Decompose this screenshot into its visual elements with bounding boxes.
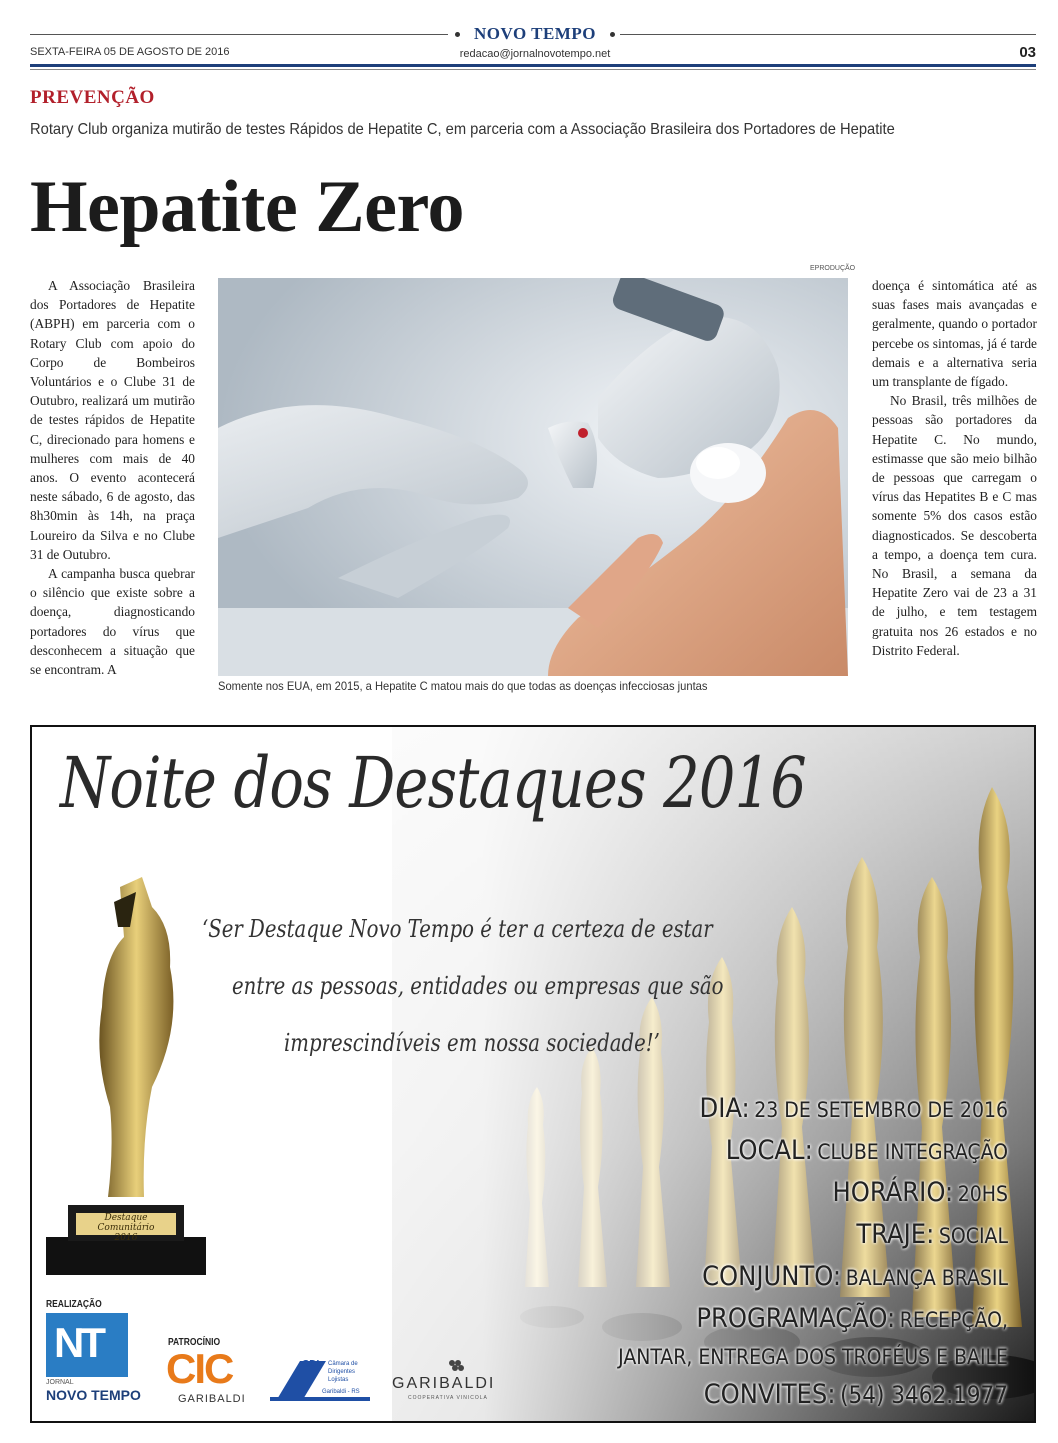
patrocinio-label: PATROCÍNIO [168, 1337, 221, 1348]
article-subhead: Rotary Club organiza mutirão de testes Rápidos de Hepatite C, em parceria com a Associação Brasileira dos Portadores de Hepatite [30, 121, 895, 138]
detail-label: PROGRAMAÇÃO: [696, 1303, 896, 1334]
page-number: 03 [1019, 44, 1036, 61]
issue-date: SEXTA-FEIRA 05 DE AGOSTO DE 2016 [30, 46, 230, 58]
article-paragraph: No Brasil, três milhões de pessoas são portadores da Hepatite C. No mundo, estimasse que são meio bilhão de pessoas que carregam o vírus das Hepatites B e C mas somente 5% dos casos estão diagnosticados. Se descoberta a tempo, a doença tem cura. No Brasil, a semana da Hepatite Zero vai de 23 a 31 de julho, e tem testagem gratuita nos 26 estados e no Distrito Federal. [872, 393, 1037, 658]
garibaldi-logo-sub: COOPERATIVA VINICOLA [408, 1395, 488, 1401]
masthead: NOVO TEMPO [474, 24, 596, 43]
cdl-logo-city: Garibaldi - RS [322, 1389, 360, 1395]
header-thin-rule [30, 69, 1036, 70]
photo-credit: EPRODUÇÃO [810, 265, 856, 272]
contact-email[interactable]: redacao@jornalnovotempo.net [459, 48, 611, 60]
event-detail-dress [856, 1219, 1008, 1250]
event-detail-band [702, 1261, 1008, 1292]
event-detail-program-cont [618, 1345, 1008, 1369]
header-dot-right [610, 32, 615, 37]
event-detail-invites [704, 1379, 1008, 1410]
cdl-logo-sub: Câmara de [328, 1361, 358, 1367]
detail-value: SOCIAL [938, 1224, 1008, 1248]
header-blue-rule [30, 64, 1036, 67]
detail-label: LOCAL: [725, 1135, 813, 1166]
trophy-plaque-text: Destaque Comunitário [97, 1213, 155, 1233]
detail-value: RECEPÇÃO, [899, 1308, 1008, 1332]
article-column-1 [30, 276, 195, 679]
photo-caption: Somente nos EUA, em 2015, a Hepatite C matou mais do que todas as doenças infecciosas juntas [218, 679, 708, 693]
article-headline: Hepatite Zero [30, 166, 464, 248]
detail-label: CONJUNTO: [702, 1261, 842, 1292]
cic-logo-sub: GARIBALDI [178, 1393, 246, 1405]
section-kicker: PREVENÇÃO [30, 87, 155, 108]
glove-hands-illustration [218, 278, 848, 676]
detail-value: CLUBE INTEGRAÇÃO [817, 1140, 1008, 1164]
ad-quote-line: imprescindíveis em nossa sociedade!’ [284, 1029, 660, 1057]
nt-logo-letters: NT [54, 1319, 102, 1366]
article-paragraph: A Associação Brasileira dos Portadores de Hepatite (ABPH) em parceria com o Rotary Club com apoio do Corpo de Bombeiros Voluntários e o Clube 31 de Outubro, realizará um mutirão de testes rápidos de Hepatite C, direcionado para homens e mulheres com mais de 40 anos. O evento acontecerá neste sábado, 6 de agosto, das 8h30min às 14h, na praça Loureiro da Silva e no Clube 31 de Outubro. [30, 278, 195, 562]
detail-value: JANTAR, ENTREGA DOS TROFÉUS E BAILE [618, 1345, 1008, 1369]
detail-value: (54) 3462.1977 [840, 1381, 1008, 1409]
ad-quote-line: entre as pessoas, entidades ou empresas que são [232, 972, 724, 1000]
event-detail-location [726, 1135, 1008, 1166]
nt-logo-small: JORNAL [46, 1379, 74, 1386]
event-detail-program [696, 1303, 1008, 1334]
detail-label: CONVITES: [703, 1379, 836, 1410]
header-rule-left [30, 34, 448, 35]
nt-logo-name: NOVO TEMPO [46, 1387, 141, 1403]
ad-title: Noite dos Destaques 2016 [60, 742, 806, 824]
cdl-logo-sub: Dirigentes [328, 1369, 356, 1375]
trophy-plaque [76, 1213, 176, 1243]
cic-logo[interactable]: CIC [166, 1345, 233, 1392]
detail-label: HORÁRIO: [832, 1177, 954, 1208]
detail-value: 23 DE SETEMBRO DE 2016 [754, 1098, 1008, 1122]
detail-label: DIA: [699, 1093, 750, 1124]
article-photo [218, 278, 848, 676]
article-column-3 [872, 276, 1037, 660]
detail-value: BALANÇA BRASIL [845, 1266, 1008, 1290]
cdl-logo-sub: Lojistas [328, 1377, 349, 1383]
realizacao-label: REALIZAÇÃO [46, 1299, 102, 1310]
detail-value: 20HS [957, 1182, 1008, 1206]
event-detail-date [699, 1093, 1008, 1124]
grape-icon [446, 1357, 466, 1375]
event-detail-time [833, 1177, 1008, 1208]
detail-label: TRAJE: [856, 1219, 935, 1250]
article-paragraph: doença é sintomática até as suas fases mais avançadas e geralmente, quando o portador percebe os sintomas, já é tarde demais e a alternativa seria um transplante de fígado. [872, 278, 1037, 390]
event-advertisement [30, 725, 1036, 1423]
header-rule-right [620, 34, 1036, 35]
article-paragraph: A campanha busca quebrar o silêncio que existe sobre a doença, diagnosticando portadores do vírus que desconhecem a situação que se encontram. A [30, 566, 195, 678]
garibaldi-logo-text: GARIBALDI [392, 1375, 496, 1392]
cdl-logo-text: CDL [302, 1359, 323, 1370]
ad-quote-line: ‘Ser Destaque Novo Tempo é ter a certeza de estar [202, 915, 713, 943]
garibaldi-logo[interactable] [392, 1357, 512, 1405]
cdl-logo[interactable] [270, 1357, 370, 1405]
novo-tempo-logo[interactable] [46, 1313, 128, 1377]
trophy-plaque-year: 2016 [114, 1233, 138, 1243]
